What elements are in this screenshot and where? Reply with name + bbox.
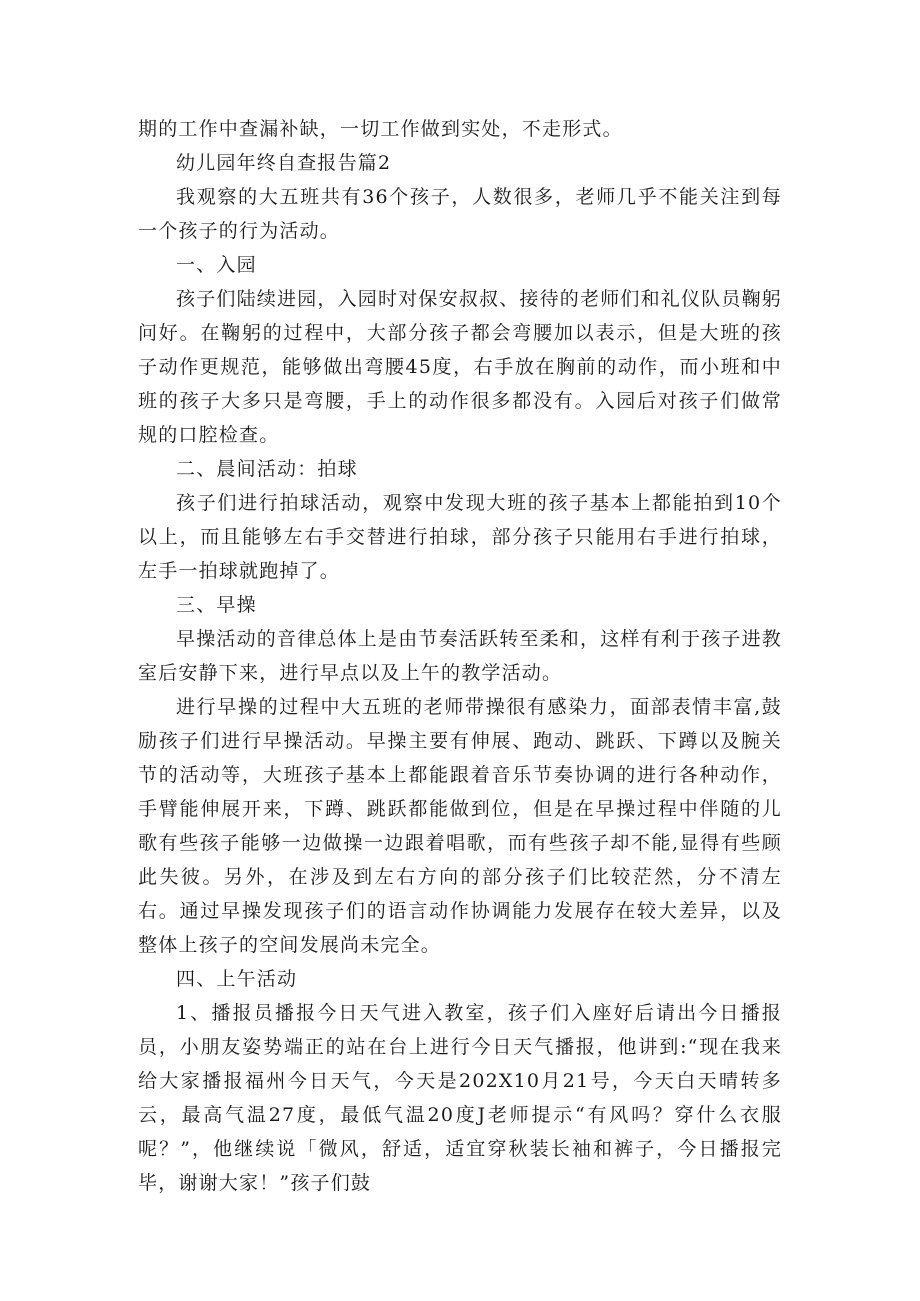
document-body — [138, 112, 782, 1200]
heading-entering-kindergarten: 一、入园 — [176, 254, 257, 276]
paragraph-continuation: 期的工作中查漏补缺，一切工作做到实处，不走形式。 — [138, 118, 623, 140]
section-title: 幼儿园年终自查报告篇2 — [176, 152, 392, 174]
paragraph-intro: 我观察的大五班共有36个孩子，人数很多，老师几乎不能关注到每一个孩子的行为活动。 — [138, 186, 782, 242]
paragraph-weather-report: 1、播报员播报今日天气进入教室，孩子们入座好后请出今日播报员，小朋友姿势端正的站在台上进行今日天气播报，他讲到:“现在我来给大家播报福州今日天气，今天是202X10月21号，今天白天晴转多云，最高气温27度，最低气温20度J老师提示“有风吗？穿什么衣服呢？”，他继续说「微风，舒适，适宜穿秋装长袖和裤子，今日播报完毕，谢谢大家！”孩子们鼓 — [138, 1002, 782, 1194]
heading-morning-activities: 四、上午活动 — [176, 968, 298, 990]
heading-morning-exercise: 三、早操 — [176, 594, 257, 616]
paragraph-entering-kindergarten: 孩子们陆续进园，入园时对保安叔叔、接待的老师们和礼仪队员鞠躬问好。在鞠躬的过程中，大部分孩子都会弯腰加以表示，但是大班的孩子动作更规范，能够做出弯腰45度，右手放在胸前的动作，而小班和中班的孩子大多只是弯腰，手上的动作很多都没有。入园后对孩子们做常规的口腔检查。 — [138, 288, 783, 446]
paragraph-morning-exercise-music: 早操活动的音律总体上是由节奏活跃转至柔和，这样有利于孩子进教室后安静下来，进行早点以及上午的教学活动。 — [138, 628, 783, 684]
paragraph-morning-ball-activity: 孩子们进行拍球活动，观察中发现大班的孩子基本上都能拍到10个以上，而且能够左右手交替进行拍球，部分孩子只能用右手进行拍球，左手一拍球就跑掉了。 — [138, 492, 782, 582]
paragraph-morning-exercise-observation: 进行早操的过程中大五班的老师带操很有感染力，面部表情丰富,鼓励孩子们进行早操活动。早操主要有伸展、跑动、跳跃、下蹲以及腕关节的活动等，大班孩子基本上都能跟着音乐节奏协调的进行各种动作，手臂能伸展开来，下蹲、跳跃都能做到位，但是在早操过程中伴随的儿歌有些孩子能够一边做操一边跟着唱歌，而有些孩子却不能,显得有些顾此失彼。另外，在涉及到左右方向的部分孩子们比较茫然，分不清左右。通过早操发现孩子们的语言动作协调能力发展存在较大差异，以及整体上孩子的空间发展尚未完全。 — [138, 696, 782, 956]
heading-morning-ball-activity: 二、晨间活动：拍球 — [176, 458, 358, 480]
